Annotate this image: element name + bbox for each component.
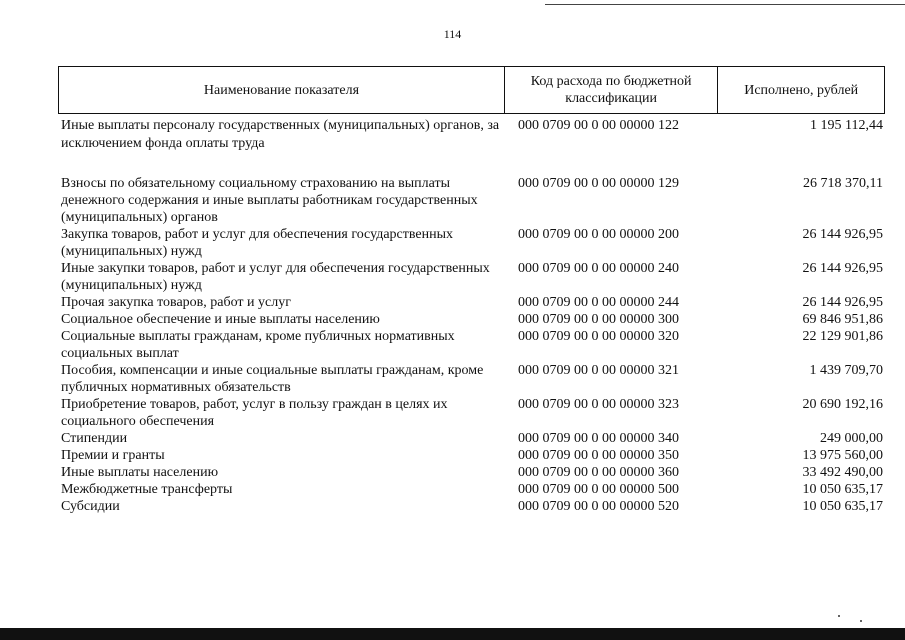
row-name: Приобретение товаров, работ, услуг в пользу граждан в целях их социального обеспечения	[61, 397, 448, 429]
scan-speck	[860, 620, 862, 622]
row-amount: 10 050 635,17	[802, 499, 883, 514]
row-name: Иные закупки товаров, работ и услуг для обеспечения государственных (муниципальных) нужд	[61, 261, 490, 293]
row-amount: 1 195 112,44	[810, 118, 883, 133]
row-name: Пособия, компенсации и иные социальные выплаты гражданам, кроме публичных нормативных обязательств	[61, 363, 484, 395]
table-row	[61, 294, 883, 311]
row-name: Иные выплаты населению	[61, 465, 219, 480]
row-amount: 22 129 901,86	[802, 329, 883, 344]
row-name: Социальные выплаты гражданам, кроме публичных нормативных социальных выплат	[61, 329, 455, 361]
table-body	[61, 117, 883, 515]
table-row	[61, 362, 883, 396]
row-amount: 1 439 709,70	[809, 363, 883, 378]
table-row	[61, 396, 883, 430]
row-amount: 69 846 951,86	[802, 312, 883, 327]
top-rule	[545, 4, 905, 5]
row-name: Межбюджетные трансферты	[61, 482, 233, 497]
row-amount: 249 000,00	[820, 431, 883, 446]
table-row	[61, 260, 883, 294]
table-row	[61, 430, 883, 447]
row-amount: 26 144 926,95	[802, 261, 883, 276]
row-code: 000 0709 00 0 00 00000 320	[518, 329, 679, 344]
row-name: Иные выплаты персоналу государственных (муниципальных) органов, за исключением фонда оплаты труда	[61, 118, 500, 151]
row-code: 000 0709 00 0 00 00000 350	[518, 448, 679, 463]
row-amount: 33 492 490,00	[802, 465, 883, 480]
row-code: 000 0709 00 0 00 00000 321	[518, 363, 679, 378]
header-code: Код расхода по бюджетной классификации	[505, 67, 719, 113]
row-name: Субсидии	[61, 499, 120, 514]
row-code: 000 0709 00 0 00 00000 244	[518, 295, 679, 310]
row-code: 000 0709 00 0 00 00000 300	[518, 312, 679, 327]
row-code: 000 0709 00 0 00 00000 122	[518, 118, 679, 133]
row-name: Прочая закупка товаров, работ и услуг	[61, 295, 291, 310]
table-row	[61, 117, 883, 153]
table-row	[61, 447, 883, 464]
table-row	[61, 498, 883, 515]
row-code: 000 0709 00 0 00 00000 520	[518, 499, 679, 514]
row-name: Взносы по обязательному социальному страхованию на выплаты денежного содержания и иные выплаты работникам государственных (муниципальных) органов	[61, 176, 478, 225]
row-code: 000 0709 00 0 00 00000 360	[518, 465, 679, 480]
row-name: Стипендии	[61, 431, 128, 446]
table-row	[61, 328, 883, 362]
row-code: 000 0709 00 0 00 00000 340	[518, 431, 679, 446]
row-code: 000 0709 00 0 00 00000 129	[518, 176, 679, 191]
table-row	[61, 311, 883, 328]
scan-speck	[838, 615, 840, 617]
row-code: 000 0709 00 0 00 00000 323	[518, 397, 679, 412]
page-number: 114	[443, 27, 462, 41]
row-amount: 10 050 635,17	[802, 482, 883, 497]
row-name: Премии и гранты	[61, 448, 165, 463]
row-amount: 13 975 560,00	[802, 448, 883, 463]
header-amount: Исполнено, рублей	[744, 82, 859, 98]
row-name: Закупка товаров, работ и услуг для обеспечения государственных (муниципальных) нужд	[61, 227, 454, 259]
row-amount: 26 144 926,95	[802, 227, 883, 242]
scan-bottom-border	[0, 628, 905, 640]
table-header	[58, 66, 885, 114]
table-row	[61, 481, 883, 498]
table-row	[61, 226, 883, 260]
row-amount: 20 690 192,16	[802, 397, 883, 412]
table-row	[61, 464, 883, 481]
row-code: 000 0709 00 0 00 00000 240	[518, 261, 679, 276]
row-amount: 26 718 370,11	[803, 176, 883, 191]
row-name: Социальное обеспечение и иные выплаты населению	[61, 312, 380, 327]
row-code: 000 0709 00 0 00 00000 500	[518, 482, 679, 497]
header-name: Наименование показателя	[59, 67, 505, 113]
table-row	[61, 175, 883, 226]
row-code: 000 0709 00 0 00 00000 200	[518, 227, 679, 242]
row-amount: 26 144 926,95	[802, 295, 883, 310]
